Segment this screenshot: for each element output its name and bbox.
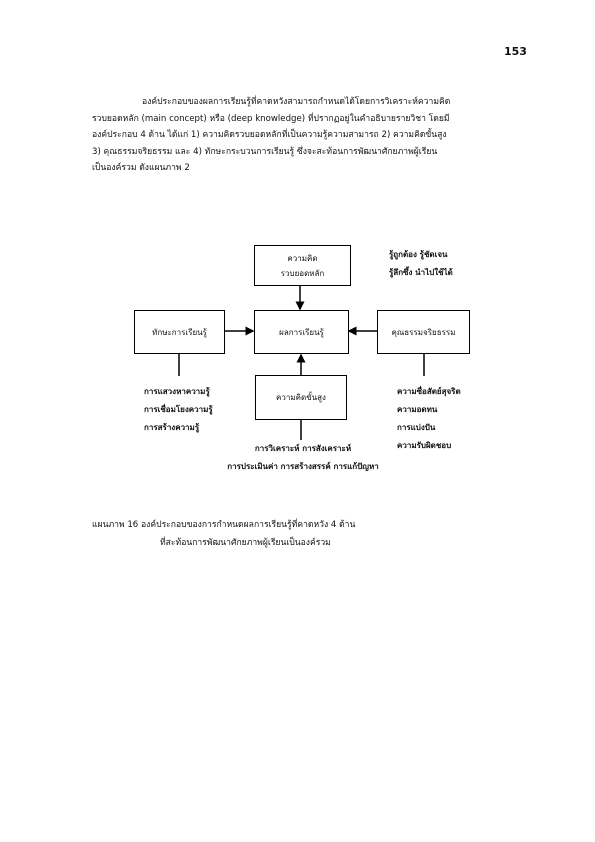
note-line: ความอดทน xyxy=(397,405,438,414)
right-notes xyxy=(397,383,461,455)
paragraph-line: รวบยอดหลัก (main concept) หรือ (deep knowledge) ที่ปรากฏอยู่ในคำอธิบายรายวิชา โดยมี xyxy=(92,113,450,124)
note-line: ความรับผิดชอบ xyxy=(397,441,452,450)
top-right-notes xyxy=(389,246,453,282)
paragraph-line: เป็นองค์รวม ดังแผนภาพ 2 xyxy=(92,163,190,173)
note-line: การสร้างความรู้ xyxy=(144,423,200,432)
paragraph-line: องค์ประกอบ 4 ด้าน ได้แก่ 1) ความคิดรวบยอดหลักที่เป็นความรู้ความสามารถ 2) ความคิดขั้นสูง xyxy=(92,130,447,140)
box-core-concept-line: ความคิด xyxy=(287,253,318,263)
note-line: รู้ถูกต้อง รู้ชัดเจน xyxy=(389,250,448,259)
box-morals-ethics-label: คุณธรรมจริยธรรม xyxy=(391,327,456,337)
note-line: การเชื่อมโยงความรู้ xyxy=(144,405,213,414)
box-higher-order-thinking xyxy=(255,375,347,420)
box-higher-order-thinking-label: ความคิดขั้นสูง xyxy=(276,393,326,402)
note-line: ความซื่อสัตย์สุจริต xyxy=(397,387,461,396)
box-core-concept-line: รวบยอดหลัก xyxy=(280,268,325,278)
note-line: การประเมินค่า การสร้างสรรค์ การแก้ปัญหา xyxy=(227,462,379,471)
box-learning-outcome xyxy=(254,310,349,354)
figure-caption xyxy=(92,516,355,552)
caption-line: แผนภาพ 16 องค์ประกอบของการกำหนดผลการเรียนรู้ที่คาดหวัง 4 ด้าน xyxy=(92,520,356,530)
bottom-notes xyxy=(218,440,388,476)
paragraph-line: องค์ประกอบของผลการเรียนรู้ที่คาดหวังสามารถกำหนดได้โดยการวิเคราะห์ความคิด xyxy=(142,97,451,107)
box-morals-ethics xyxy=(377,310,470,354)
page-number: 153 xyxy=(504,45,527,58)
box-core-concept xyxy=(254,245,351,286)
box-learning-skills-label: ทักษะการเรียนรู้ xyxy=(152,327,207,337)
note-line: การแสวงหาความรู้ xyxy=(144,387,210,396)
note-line: การแบ่งปัน xyxy=(397,423,436,432)
left-notes xyxy=(144,383,213,437)
paragraph-line: 3) คุณธรรมจริยธรรม และ 4) ทักษะกระบวนการเรียนรู้ ซึ่งจะสะท้อนการพัฒนาศักยภาพผู้เรียน xyxy=(92,146,438,157)
note-line: การวิเคราะห์ การสังเคราะห์ xyxy=(254,444,352,453)
caption-line: ที่สะท้อนการพัฒนาศักยภาพผู้เรียนเป็นองค์รวม xyxy=(160,538,331,548)
box-learning-outcome-label: ผลการเรียนรู้ xyxy=(279,327,324,337)
note-line: รู้ลึกซึ้ง นำไปใช้ได้ xyxy=(389,268,453,277)
box-learning-skills xyxy=(134,310,225,354)
